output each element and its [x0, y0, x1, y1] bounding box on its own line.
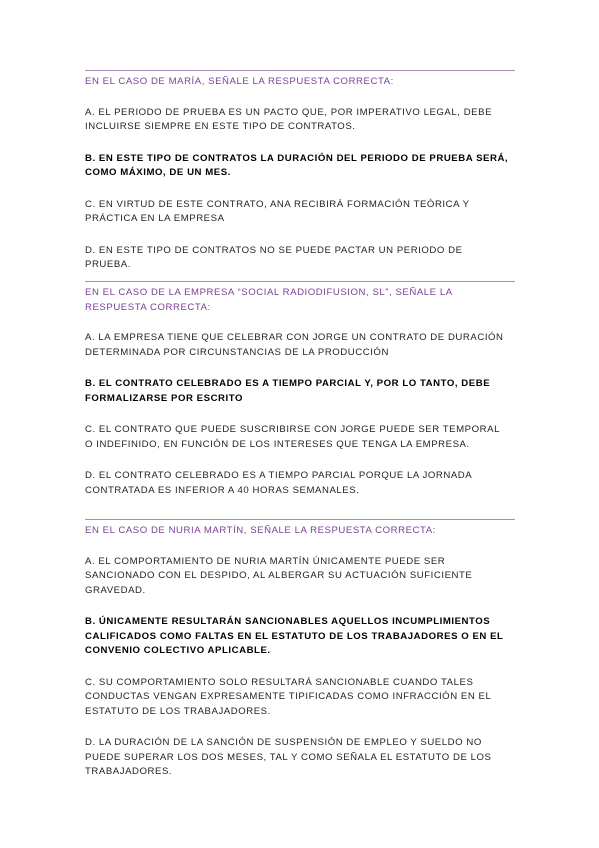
option-c: C. EL CONTRATO QUE PUEDE SUSCRIBIRSE CON JORGE PUEDE SER TEMPORAL O INDEFINIDO, EN FUNCIÓN DE LOS INTERESES QUE TENGA LA EMPRESA.: [85, 424, 500, 450]
question-title: EN EL CASO DE NURIA MARTÍN, SEÑALE LA RESPUESTA CORRECTA:: [85, 525, 436, 536]
option-d: D. EL CONTRATO CELEBRADO ES A TIEMPO PARCIAL PORQUE LA JORNADA CONTRATADA ES INFERIOR A 40 HORAS SEMANALES.: [85, 470, 472, 496]
section-divider: [85, 281, 515, 282]
option-b-correct: B. EN ESTE TIPO DE CONTRATOS LA DURACIÓN DEL PERIODO DE PRUEBA SERÁ, COMO MÁXIMO, DE UN MES.: [85, 152, 509, 178]
section-divider: [85, 70, 515, 71]
option-d: D. EN ESTE TIPO DE CONTRATOS NO SE PUEDE PACTAR UN PERIODO DE PRUEBA.: [85, 244, 463, 270]
option-b-correct: B. ÚNICAMENTE RESULTARÁN SANCIONABLES AQUELLOS INCUMPLIMIENTOS CALIFICADOS COMO FALTAS EN EL ESTATUTO DE LOS TRABAJADORES O EN EL CONVENIO COLECTIVO APLICABLE.: [85, 616, 504, 656]
option-c: C. SU COMPORTAMIENTO SOLO RESULTARÁ SANCIONABLE CUANDO TALES CONDUCTAS VENGAN EXPRESAMENTE TIPIFICADAS COMO INFRACCIÓN EN EL ESTATUTO DE LOS TRABAJADORES.: [85, 676, 492, 717]
option-a: A. EL COMPORTAMIENTO DE NURIA MARTÍN ÚNICAMENTE PUEDE SER SANCIONADO CON EL DESPIDO, AL ALBERGAR SU ACTUACIÓN SUFICIENTE GRAVEDAD.: [85, 555, 473, 596]
question-title: EN EL CASO DE LA EMPRESA “SOCIAL RADIODIFUSION, SL”, SEÑALE LA RESPUESTA CORRECTA:: [85, 287, 453, 313]
option-b-correct: B. EL CONTRATO CELEBRADO ES A TIEMPO PARCIAL Y, POR LO TANTO, DEBE FORMALIZARSE POR ESCRITO: [85, 378, 491, 404]
option-d: D. LA DURACIÓN DE LA SANCIÓN DE SUSPENSIÓN DE EMPLEO Y SUELDO NO PUEDE SUPERAR LOS DOS MESES, TAL Y COMO SEÑALA EL ESTATUTO DE LOS TRABAJADORES.: [85, 737, 492, 777]
section-divider: [85, 519, 515, 520]
question-title: EN EL CASO DE MARÍA, SEÑALE LA RESPUESTA CORRECTA:: [85, 76, 394, 87]
option-a: A. EL PERIODO DE PRUEBA ES UN PACTO QUE, POR IMPERATIVO LEGAL, DEBE INCLUIRSE SIEMPRE EN ESTE TIPO DE CONTRATOS.: [85, 106, 493, 132]
option-c: C. EN VIRTUD DE ESTE CONTRATO, ANA RECIBIRÁ FORMACIÓN TEÓRICA Y PRÁCTICA EN LA EMPRESA: [85, 198, 470, 224]
option-a: A. LA EMPRESA TIENE QUE CELEBRAR CON JORGE UN CONTRATO DE DURACIÓN DETERMINADA POR CIRCUNSTANCIAS DE LA PRODUCCIÓN: [85, 332, 504, 358]
question-2: [85, 281, 515, 515]
question-1: [85, 70, 515, 290]
question-3: [85, 519, 515, 797]
